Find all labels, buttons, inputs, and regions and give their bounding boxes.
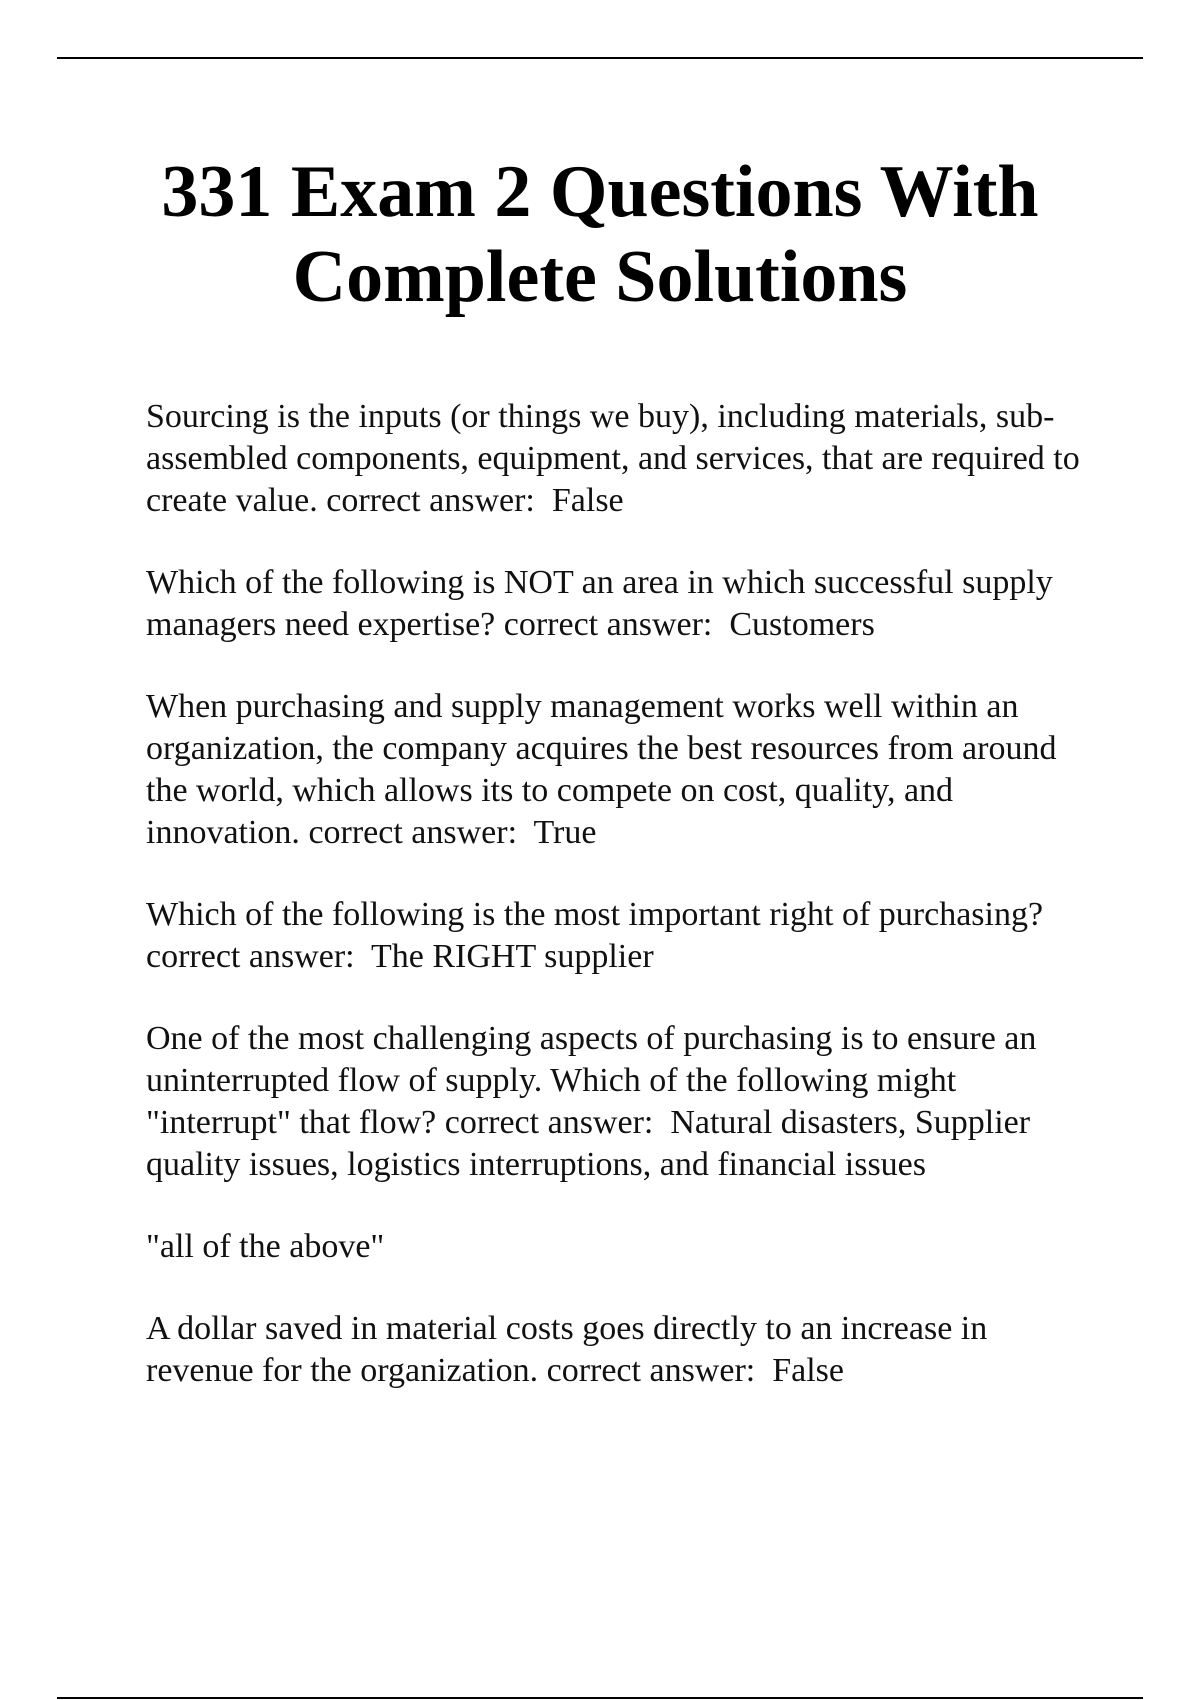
question-item bbox=[146, 396, 1086, 522]
answer-text: Customers bbox=[729, 606, 875, 643]
title-line-1: 331 Exam 2 Questions With bbox=[161, 151, 1039, 233]
question-text: One of the most challenging aspects of purchasing is to ensure an uninterrupted flow of supply. Which of the following might "interrupt" that flow? bbox=[146, 1020, 1037, 1141]
answer-label: correct answer: bbox=[503, 606, 713, 643]
question-text: Which of the following is NOT an area in which successful supply managers need expertise? bbox=[146, 564, 1053, 643]
question-text: Which of the following is the most important right of purchasing? bbox=[146, 896, 1044, 933]
answer-label: correct answer: bbox=[146, 938, 355, 975]
question-text: When purchasing and supply management works well within an organization, the company acquires the best resources from around the world, which allows its to compete on cost, quality, and innovation. bbox=[146, 688, 1057, 851]
title-line-2: Complete Solutions bbox=[292, 236, 908, 318]
answer-text: False bbox=[551, 482, 624, 519]
top-rule bbox=[57, 57, 1143, 59]
question-list bbox=[146, 396, 1086, 1432]
answer-label: correct answer: bbox=[444, 1104, 654, 1141]
question-item bbox=[146, 1018, 1086, 1186]
question-text: A dollar saved in material costs goes directly to an increase in revenue for the organization. bbox=[146, 1310, 988, 1389]
note-text: "all of the above" bbox=[146, 1228, 385, 1265]
answer-text: True bbox=[533, 814, 597, 851]
answer-text: The RIGHT supplier bbox=[371, 938, 654, 975]
answer-text: False bbox=[772, 1352, 844, 1389]
question-item bbox=[146, 894, 1086, 978]
question-item bbox=[146, 686, 1086, 854]
answer-text: Natural disasters, Supplier quality issues, logistics interruptions, and financial issues bbox=[146, 1104, 1031, 1183]
answer-label: correct answer: bbox=[546, 1352, 756, 1389]
answer-note bbox=[146, 1226, 1086, 1268]
question-item bbox=[146, 562, 1086, 646]
question-item bbox=[146, 1308, 1086, 1392]
bottom-rule bbox=[57, 1697, 1143, 1699]
page-title bbox=[100, 150, 1100, 320]
answer-label: correct answer: bbox=[308, 814, 518, 851]
answer-label: correct answer: bbox=[326, 482, 535, 519]
question-text: Sourcing is the inputs (or things we buy), including materials, sub-assembled components, equipment, and services, that are required to create value. bbox=[146, 398, 1080, 519]
